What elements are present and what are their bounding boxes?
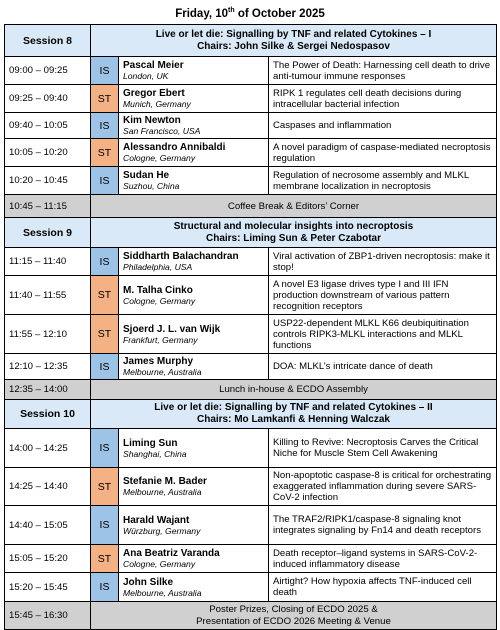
talk-row [5, 85, 497, 113]
talk-title: Regulation of necrosome assembly and MLKL membrane localization in necroptosis [269, 167, 497, 195]
talk-row [5, 139, 497, 167]
talk-type-badge: ST [91, 139, 119, 167]
break-time: 10:45 – 11:15 [5, 195, 91, 218]
talk-time: 14:00 – 14:25 [5, 429, 91, 468]
closing-line-2: Presentation of ECDO 2026 Meeting & Venue [196, 615, 391, 627]
talk-type-badge: IS [91, 506, 119, 545]
day-suffix: th [228, 7, 235, 14]
session-title [91, 25, 497, 57]
break-label: Coffee Break & Editors’ Corner [91, 195, 497, 218]
speaker-cell [119, 545, 269, 573]
talk-title: Airtight? How hypoxia affects TNF-induced cell death [269, 573, 497, 602]
speaker-name: Siddharth Balachandran [123, 251, 239, 262]
talk-time: 11:15 – 11:40 [5, 248, 91, 276]
speaker-name: John Silke [123, 576, 174, 588]
talk-row [5, 354, 497, 380]
talk-type-badge: IS [91, 573, 119, 602]
talk-title: USP22-dependent MLKL K66 deubiquitination controls RIPK3-MLKL interactions and MLKL functions [269, 315, 497, 354]
talk-row [5, 167, 497, 195]
talk-time: 09:25 – 09:40 [5, 85, 91, 113]
talk-time: 15:20 – 15:45 [5, 573, 91, 602]
speaker-location: Melbourne, Australia [123, 587, 202, 598]
talk-type-badge: ST [91, 85, 119, 113]
session-header [5, 400, 497, 429]
session-chairs: Chairs: Mo Lamkanfi & Henning Walczak [197, 414, 390, 425]
talk-type-badge: IS [91, 429, 119, 468]
speaker-cell [119, 139, 269, 167]
speaker-location: Cologne, Germany [123, 295, 196, 306]
speaker-cell [119, 57, 269, 85]
talk-title: Viral activation of ZBP1-driven necroptosis: make it stop! [269, 248, 497, 276]
schedule-table [4, 24, 497, 630]
talk-title: A novel E3 ligase drives type I and III IFN production downstream of various pattern recognition receptors [269, 276, 497, 315]
speaker-name: Sjoerd J. L. van Wijk [123, 323, 221, 335]
talk-time: 14:40 – 15:05 [5, 506, 91, 545]
break-label: Lunch in-house & ECDO Assembly [91, 380, 497, 400]
talk-title: The TRAF2/RIPK1/caspase-8 signaling knot integrates signaling by Fn14 and death receptors [269, 506, 497, 545]
closing-line-1: Poster Prizes, Closing of ECDO 2025 & [209, 603, 378, 615]
speaker-location: Suzhou, China [123, 181, 180, 191]
speaker-name: Sudan He [123, 170, 170, 181]
talk-title: Non-apoptotic caspase-8 is critical for orchestrating exaggerated inflammation during severe SARS-CoV-2 infection [269, 468, 497, 506]
speaker-name: Ana Beatriz Varanda [123, 548, 220, 559]
speaker-location: San Francisco, USA [123, 126, 201, 136]
speaker-location: Shanghai, China [123, 448, 187, 459]
talk-time: 10:05 – 10:20 [5, 139, 91, 167]
speaker-location: Melbourne, Australia [123, 367, 202, 377]
session-chairs: Chairs: Liming Sun & Peter Czabotar [205, 232, 382, 244]
talk-time: 11:55 – 12:10 [5, 315, 91, 354]
speaker-name: Pascal Meier [123, 60, 184, 71]
closing-row [5, 602, 497, 630]
talk-title: Killing to Revive: Necroptosis Carves the Critical Niche for Muscle Stem Cell Awakening [269, 429, 497, 468]
page-title [0, 0, 500, 24]
session-title-text: Structural and molecular insights into necroptosis [173, 220, 414, 232]
talk-row [5, 113, 497, 139]
talk-title: Death receptor–ligand systems in SARS-CoV-2-induced inflammatory disease [269, 545, 497, 573]
talk-title: RIPK 1 regulates cell death decisions during intracellular bacterial infection [269, 85, 497, 113]
talk-type-badge: IS [91, 57, 119, 85]
talk-row [5, 57, 497, 85]
speaker-name: James Murphy [123, 356, 194, 367]
talk-row [5, 506, 497, 545]
speaker-name: Gregor Ebert [123, 88, 185, 99]
speaker-location: Cologne, Germany [123, 559, 196, 569]
talk-time: 09:40 – 10:05 [5, 113, 91, 139]
session-header [5, 218, 497, 248]
talk-time: 11:40 – 11:55 [5, 276, 91, 315]
talk-time: 12:10 – 12:35 [5, 354, 91, 380]
talk-type-badge: ST [91, 276, 119, 315]
session-chairs: Chairs: John Silke & Sergei Nedospasov [197, 40, 390, 52]
talk-title: The Power of Death: Harnessing cell death to drive anti-tumour immune responses [269, 57, 497, 85]
speaker-location: Frankfurt, Germany [123, 334, 198, 345]
session-name: Session 10 [5, 400, 91, 429]
talk-type-badge: ST [91, 468, 119, 506]
talk-time: 10:20 – 10:45 [5, 167, 91, 195]
speaker-location: Philadelphia, USA [123, 262, 193, 272]
talk-row [5, 276, 497, 315]
talk-type-badge: IS [91, 248, 119, 276]
session-header [5, 25, 497, 57]
day-text: Friday, 10 [175, 7, 229, 20]
speaker-cell [119, 85, 269, 113]
speaker-cell [119, 468, 269, 506]
session-title [91, 218, 497, 248]
talk-row [5, 468, 497, 506]
closing-label [91, 602, 497, 630]
session-title-text: Live or let die: Signalling by TNF and related Cytokines – II [154, 402, 433, 413]
speaker-name: Kim Newton [123, 115, 181, 126]
speaker-cell [119, 167, 269, 195]
speaker-cell [119, 506, 269, 545]
talk-type-badge: ST [91, 315, 119, 354]
talk-row [5, 573, 497, 602]
speaker-location: Melbourne, Australia [123, 487, 202, 497]
talk-time: 14:25 – 14:40 [5, 468, 91, 506]
speaker-location: Munich, Germany [123, 99, 191, 109]
break-row [5, 380, 497, 400]
talk-row [5, 429, 497, 468]
speaker-cell [119, 354, 269, 380]
break-row [5, 195, 497, 218]
speaker-cell [119, 276, 269, 315]
break-time: 12:35 – 14:00 [5, 380, 91, 400]
talk-row [5, 545, 497, 573]
talk-type-badge: IS [91, 354, 119, 380]
session-title-text: Live or let die: Signalling by TNF and related Cytokines – I [155, 28, 432, 40]
month-year-text: of October 2025 [234, 7, 325, 20]
talk-type-badge: ST [91, 545, 119, 573]
talk-time: 15:05 – 15:20 [5, 545, 91, 573]
speaker-cell [119, 573, 269, 602]
speaker-name: Stefanie M. Bader [123, 476, 207, 487]
talk-type-badge: IS [91, 167, 119, 195]
talk-title: A novel paradigm of caspase-mediated necroptosis regulation [269, 139, 497, 167]
speaker-location: Würzburg, Germany [123, 525, 201, 536]
talk-row [5, 248, 497, 276]
talk-title: DOA: MLKL’s intricate dance of death [269, 354, 497, 380]
speaker-name: M. Talha Cinko [123, 284, 193, 296]
speaker-name: Alessandro Annibaldi [123, 142, 226, 153]
session-title [91, 400, 497, 429]
speaker-cell [119, 248, 269, 276]
speaker-cell [119, 315, 269, 354]
speaker-cell [119, 429, 269, 468]
closing-time: 15:45 – 16:30 [5, 602, 91, 630]
talk-title: Caspases and inflammation [269, 113, 497, 139]
speaker-location: Cologne, Germany [123, 153, 196, 163]
talk-row [5, 315, 497, 354]
speaker-name: Harald Wajant [123, 514, 190, 526]
talk-type-badge: IS [91, 113, 119, 139]
session-name: Session 9 [5, 218, 91, 248]
talk-time: 09:00 – 09:25 [5, 57, 91, 85]
speaker-name: Liming Sun [123, 437, 178, 449]
speaker-location: London, UK [123, 71, 169, 81]
session-name: Session 8 [5, 25, 91, 57]
speaker-cell [119, 113, 269, 139]
